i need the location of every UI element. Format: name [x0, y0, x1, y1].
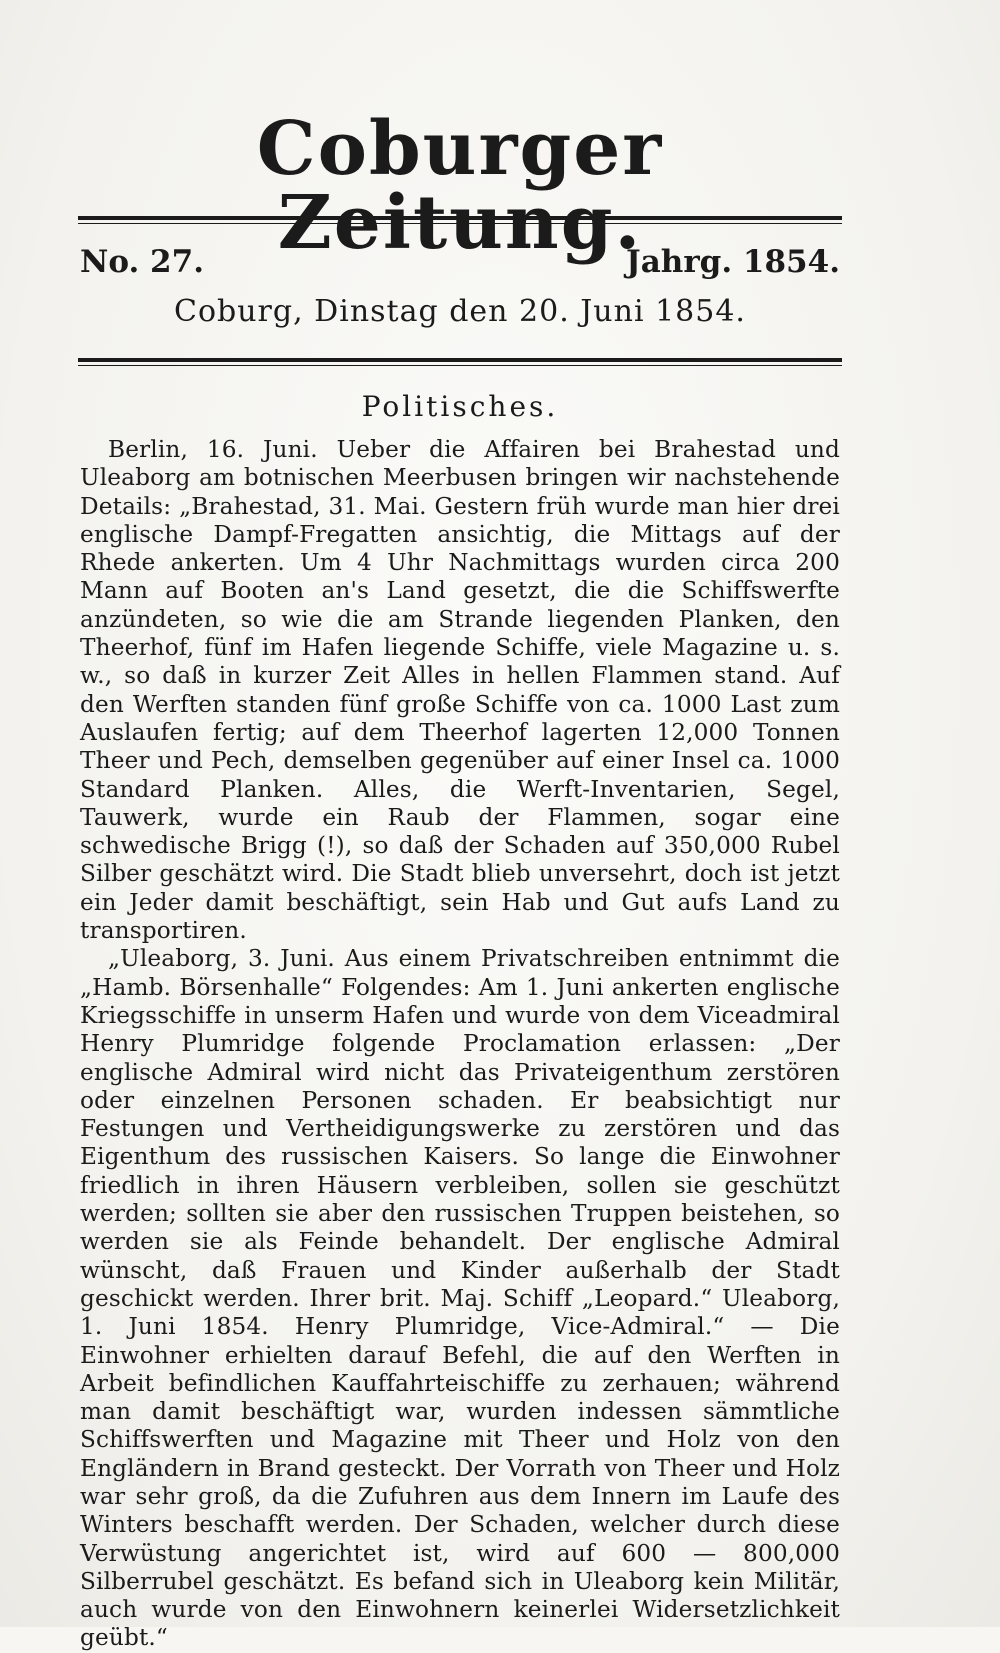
- dateline: Coburg, Dinstag den 20. Juni 1854.: [174, 294, 746, 329]
- article-body: [80, 436, 840, 1653]
- article-paragraph: „Uleaborg, 3. Juni. Aus einem Privatschreiben entnimmt die „Hamb. Börsenhalle“ Folgendes: Am 1. Juni ankerten englische Kriegsschiffe in unserm Hafen und wurde von dem Viceadmiral Henry Plumridge folgende Proclamation erlassen: „Der englische Admiral wird nicht das Privateigenthum zerstören oder einzelnen Personen schaden. Er beabsichtigt nur Festungen und Vertheidigungswerke zu zerstören und das Eigenthum des russischen Kaisers. So lange die Einwohner friedlich in ihren Häusern verbleiben, sollen sie geschützt werden; sollten sie aber den russischen Truppen beistehen, so werden sie als Feinde behandelt. Der englische Admiral wünscht, daß Frauen und Kinder außerhalb der Stadt geschickt werden. Ihrer brit. Maj. Schiff „Leopard.“ Uleaborg, 1. Juni 1854. Henry Plumridge, Vice-Admiral.“ — Die Einwohner erhielten darauf Befehl, die auf den Werften in Arbeit befindlichen Kauffahrteischiffe zu zerhauen; während man damit beschäftigt war, wurden indessen sämmtliche Schiffswerften und Magazine mit Theer und Holz von den Engländern in Brand gesteckt. Der Vorrath von Theer und Holz war sehr groß, da die Zufuhren aus dem Innern im Laufe des Winters beschafft werden. Der Schaden, welcher durch diese Verwüstung angerichtet ist, wird auf 600 — 800,000 Silberrubel geschätzt. Es befand sich in Uleaborg kein Militär, auch wurde von den Einwohnern keinerlei Widersetzlichkeit geübt.“: [80, 945, 840, 1652]
- issue-year: Jahrg. 1854.: [626, 244, 840, 280]
- masthead-title: Coburger Zeitung.: [256, 106, 664, 266]
- section-title: Politisches.: [361, 390, 559, 423]
- issue-number: No. 27.: [80, 244, 204, 280]
- header-rule: [78, 358, 842, 366]
- article-paragraph: Berlin, 16. Juni. Ueber die Affairen bei Brahestad und Uleaborg am botnischen Meerbusen bringen wir nachstehende Details: „Brahestad, 31. Mai. Gestern früh wurde man hier drei englische Dampf-Fregatten ansichtig, die Mittags auf der Rhede ankerten. Um 4 Uhr Nachmittags wurden circa 200 Mann auf Booten an's Land gesetzt, die die Schiffswerfte anzündeten, so wie die am Strande liegenden Planken, den Theerhof, fünf im Hafen liegende Schiffe, viele Magazine u. s. w., so daß in kurzer Zeit Alles in hellen Flammen stand. Auf den Werften standen fünf große Schiffe von ca. 1000 Last zum Auslaufen fertig; auf dem Theerhof lagerten 12,000 Tonnen Theer und Pech, demselben gegenüber auf einer Insel ca. 1000 Standard Planken. Alles, die Werft-Inventarien, Segel, Tauwerk, wurde ein Raub der Flammen, sogar eine schwedische Brigg (!), so daß der Schaden auf 350,000 Rubel Silber geschätzt wird. Die Stadt blieb unversehrt, doch ist jetzt ein Jeder damit beschäftigt, sein Hab und Gut aufs Land zu transportiren.: [80, 436, 840, 945]
- page-column: [80, 100, 840, 1653]
